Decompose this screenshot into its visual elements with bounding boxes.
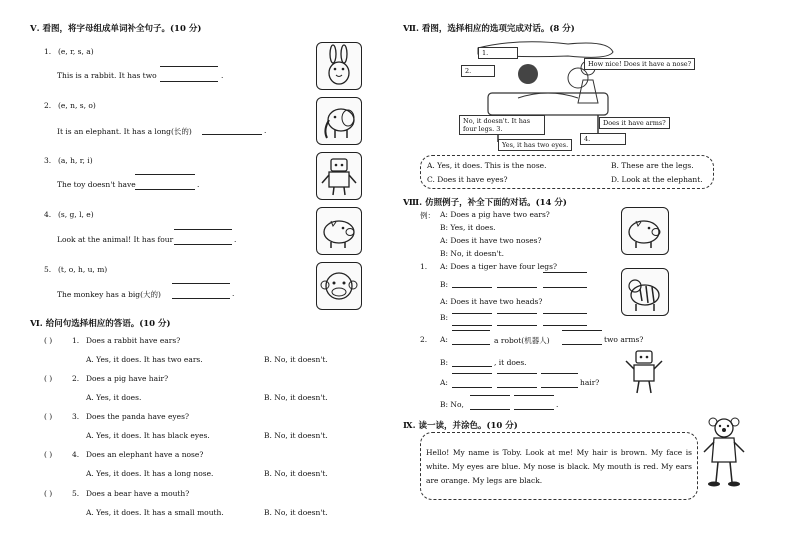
- answer-paren[interactable]: ( ): [44, 412, 53, 421]
- item-number: 2.: [44, 101, 52, 110]
- monkey-icon: [316, 262, 362, 310]
- reading-passage: Hello! My name is Toby. Look at me! My hair is brown. My face is white. My eyes are blue. My nose is black. My mouth is red. My ears are orange. My legs are black.: [426, 448, 692, 485]
- dialog-text: , it does.: [494, 358, 527, 367]
- option-a: A. Yes, it does. It has black eyes.: [86, 431, 210, 440]
- sentence-end: .: [197, 180, 200, 189]
- item-number: 3.: [72, 412, 80, 421]
- speech-bubble-4: 4.: [580, 133, 626, 145]
- answer-line[interactable]: [543, 313, 587, 314]
- answer-line-top[interactable]: [174, 229, 232, 230]
- question: Does a bear have a mouth?: [86, 489, 190, 498]
- option-a: A. Yes, it does. It has a long nose.: [86, 469, 214, 478]
- answer-line[interactable]: [172, 298, 230, 299]
- question: Does a rabbit have ears?: [86, 336, 181, 345]
- answer-line[interactable]: [514, 409, 554, 410]
- dialog-speaker: A:: [440, 378, 448, 387]
- answer-line[interactable]: [497, 313, 537, 314]
- example-line: B: No, it doesn't.: [440, 249, 504, 258]
- letters-hint: (e, r, s, a): [58, 47, 94, 56]
- answer-paren[interactable]: ( ): [44, 489, 53, 498]
- answer-line[interactable]: [470, 409, 510, 410]
- dialog-text: hair?: [580, 378, 600, 387]
- section-7-title: Ⅶ. 看图，选择相应的选项完成对话。(8 分): [403, 24, 575, 34]
- toy-robot-icon: [316, 152, 362, 200]
- answer-line-top[interactable]: [160, 66, 218, 67]
- tiger-icon: [621, 268, 669, 316]
- answer-line[interactable]: [202, 134, 262, 135]
- option-d: D. Look at the elephant.: [611, 175, 703, 184]
- option-a: A. Yes, it does. It has two ears.: [86, 355, 203, 364]
- option-b: B. No, it doesn't.: [264, 508, 328, 517]
- answer-line[interactable]: [174, 244, 232, 245]
- sentence: The toy doesn't have: [57, 180, 136, 189]
- answer-line[interactable]: [452, 313, 492, 314]
- answer-line[interactable]: [452, 325, 492, 326]
- answer-line[interactable]: [541, 373, 578, 374]
- answer-line[interactable]: [452, 387, 492, 388]
- dialog-speaker: A:: [440, 335, 448, 344]
- answer-line[interactable]: [452, 287, 492, 288]
- section-9-title: Ⅸ. 读一读，并涂色。(10 分): [403, 421, 518, 431]
- option-b: B. No, it doesn't.: [264, 469, 328, 478]
- item-number: 5.: [44, 265, 52, 274]
- item-number: 4.: [44, 210, 52, 219]
- item-number: 2.: [72, 374, 80, 383]
- answer-line[interactable]: [470, 395, 510, 396]
- speech-bubble-arms: Does it have arms?: [599, 117, 670, 129]
- speech-bubble-1: 1.: [478, 47, 518, 59]
- letters-hint: (s, g, l, e): [58, 210, 94, 219]
- example-line: B: Yes, it does.: [440, 223, 496, 232]
- answer-line[interactable]: [562, 330, 602, 331]
- answer-line-top[interactable]: [172, 283, 230, 284]
- robot-icon: [622, 347, 666, 397]
- question-number: 2.: [420, 335, 428, 344]
- dialog-text: a robot(机器人): [494, 336, 550, 345]
- answer-line[interactable]: [497, 373, 537, 374]
- section-8-title: Ⅷ. 仿照例子，补全下面的对话。(14 分): [403, 198, 567, 208]
- answer-paren[interactable]: ( ): [44, 374, 53, 383]
- question: Does an elephant have a nose?: [86, 450, 204, 459]
- item-number: 3.: [44, 156, 52, 165]
- sentence: It is an elephant. It has a long(长的): [57, 127, 192, 136]
- sentence-end: .: [556, 400, 559, 409]
- answer-line[interactable]: [497, 287, 537, 288]
- answer-line[interactable]: [543, 325, 587, 326]
- speech-bubble-eyes: Yes, it has two eyes.: [498, 139, 572, 151]
- answer-line[interactable]: [452, 373, 492, 374]
- rabbit-icon: [316, 42, 362, 90]
- bubble-line: four legs. 3.: [463, 125, 503, 134]
- sentence-end: .: [232, 289, 235, 298]
- question: Does the panda have eyes?: [86, 412, 189, 421]
- item-number: 1.: [72, 336, 80, 345]
- answer-line[interactable]: [543, 272, 587, 273]
- dialog-speaker: B:: [440, 313, 449, 322]
- dialog-text: two arms?: [604, 335, 644, 344]
- pig-icon: [316, 207, 362, 255]
- item-number: 5.: [72, 489, 80, 498]
- letters-hint: (e, n, s, o): [58, 101, 96, 110]
- answer-line[interactable]: [452, 344, 490, 345]
- sentence: The monkey has a big(大的): [57, 290, 161, 299]
- dialog-line: A: Does a tiger have four legs?: [440, 262, 557, 271]
- dialog-speaker: B: No,: [440, 400, 464, 409]
- speech-bubble-legs: [459, 115, 545, 135]
- option-a: A. Yes, it does. This is the nose.: [427, 161, 547, 170]
- item-number: 4.: [72, 450, 80, 459]
- pig-icon: [621, 207, 669, 255]
- letters-hint: (t, o, h, u, m): [58, 265, 108, 274]
- answer-line-top[interactable]: [135, 174, 195, 175]
- example-label: 例：: [420, 211, 435, 220]
- dialog-speaker: B:: [440, 358, 449, 367]
- sentence: This is a rabbit. It has two: [57, 71, 157, 80]
- item-number: 1.: [44, 47, 52, 56]
- answer-line[interactable]: [514, 395, 554, 396]
- sentence-end: .: [264, 126, 267, 135]
- answer-line[interactable]: [160, 81, 218, 82]
- bubble-line: No, it doesn't. It has: [463, 117, 531, 125]
- dialog-line: A: Does it have two heads?: [440, 297, 543, 306]
- answer-paren[interactable]: ( ): [44, 336, 53, 345]
- answer-line[interactable]: [452, 330, 490, 331]
- clown-icon: [700, 414, 748, 488]
- sentence: Look at the animal! It has four: [57, 235, 174, 244]
- option-a: A. Yes, it does.: [86, 393, 142, 402]
- answer-paren[interactable]: ( ): [44, 450, 53, 459]
- answer-line[interactable]: [562, 344, 602, 345]
- question: Does a pig have hair?: [86, 374, 169, 383]
- question-number: 1.: [420, 262, 428, 271]
- speech-bubble-2: 2.: [461, 65, 495, 77]
- option-b: B. No, it doesn't.: [264, 355, 328, 364]
- letters-hint: (a, h, r, i): [58, 156, 93, 165]
- speech-bubble-nose: How nice! Does it have a nose?: [584, 58, 695, 70]
- option-b: B. No, it doesn't.: [264, 393, 328, 402]
- sentence-end: .: [234, 235, 237, 244]
- option-b: B. These are the legs.: [611, 161, 694, 170]
- answer-line[interactable]: [543, 287, 587, 288]
- answer-line[interactable]: [541, 387, 578, 388]
- example-line: A: Does a pig have two ears?: [440, 210, 550, 219]
- answer-line[interactable]: [497, 387, 537, 388]
- option-c: C. Does it have eyes?: [427, 175, 508, 184]
- answer-line[interactable]: [497, 325, 537, 326]
- dialog-speaker: B:: [440, 280, 449, 289]
- section-6-title: Ⅵ. 给问句选择相应的答语。(10 分): [30, 319, 171, 329]
- answer-line[interactable]: [452, 366, 492, 367]
- elephant-icon: [316, 97, 362, 145]
- example-line: A: Does it have two noses?: [440, 236, 542, 245]
- answer-line[interactable]: [135, 189, 195, 190]
- option-a: A. Yes, it does. It has a small mouth.: [86, 508, 224, 517]
- sentence-end: .: [221, 71, 224, 80]
- section-5-title: Ⅴ. 看图，将字母组成单词补全句子。(10 分): [30, 24, 202, 34]
- option-b: B. No, it doesn't.: [264, 431, 328, 440]
